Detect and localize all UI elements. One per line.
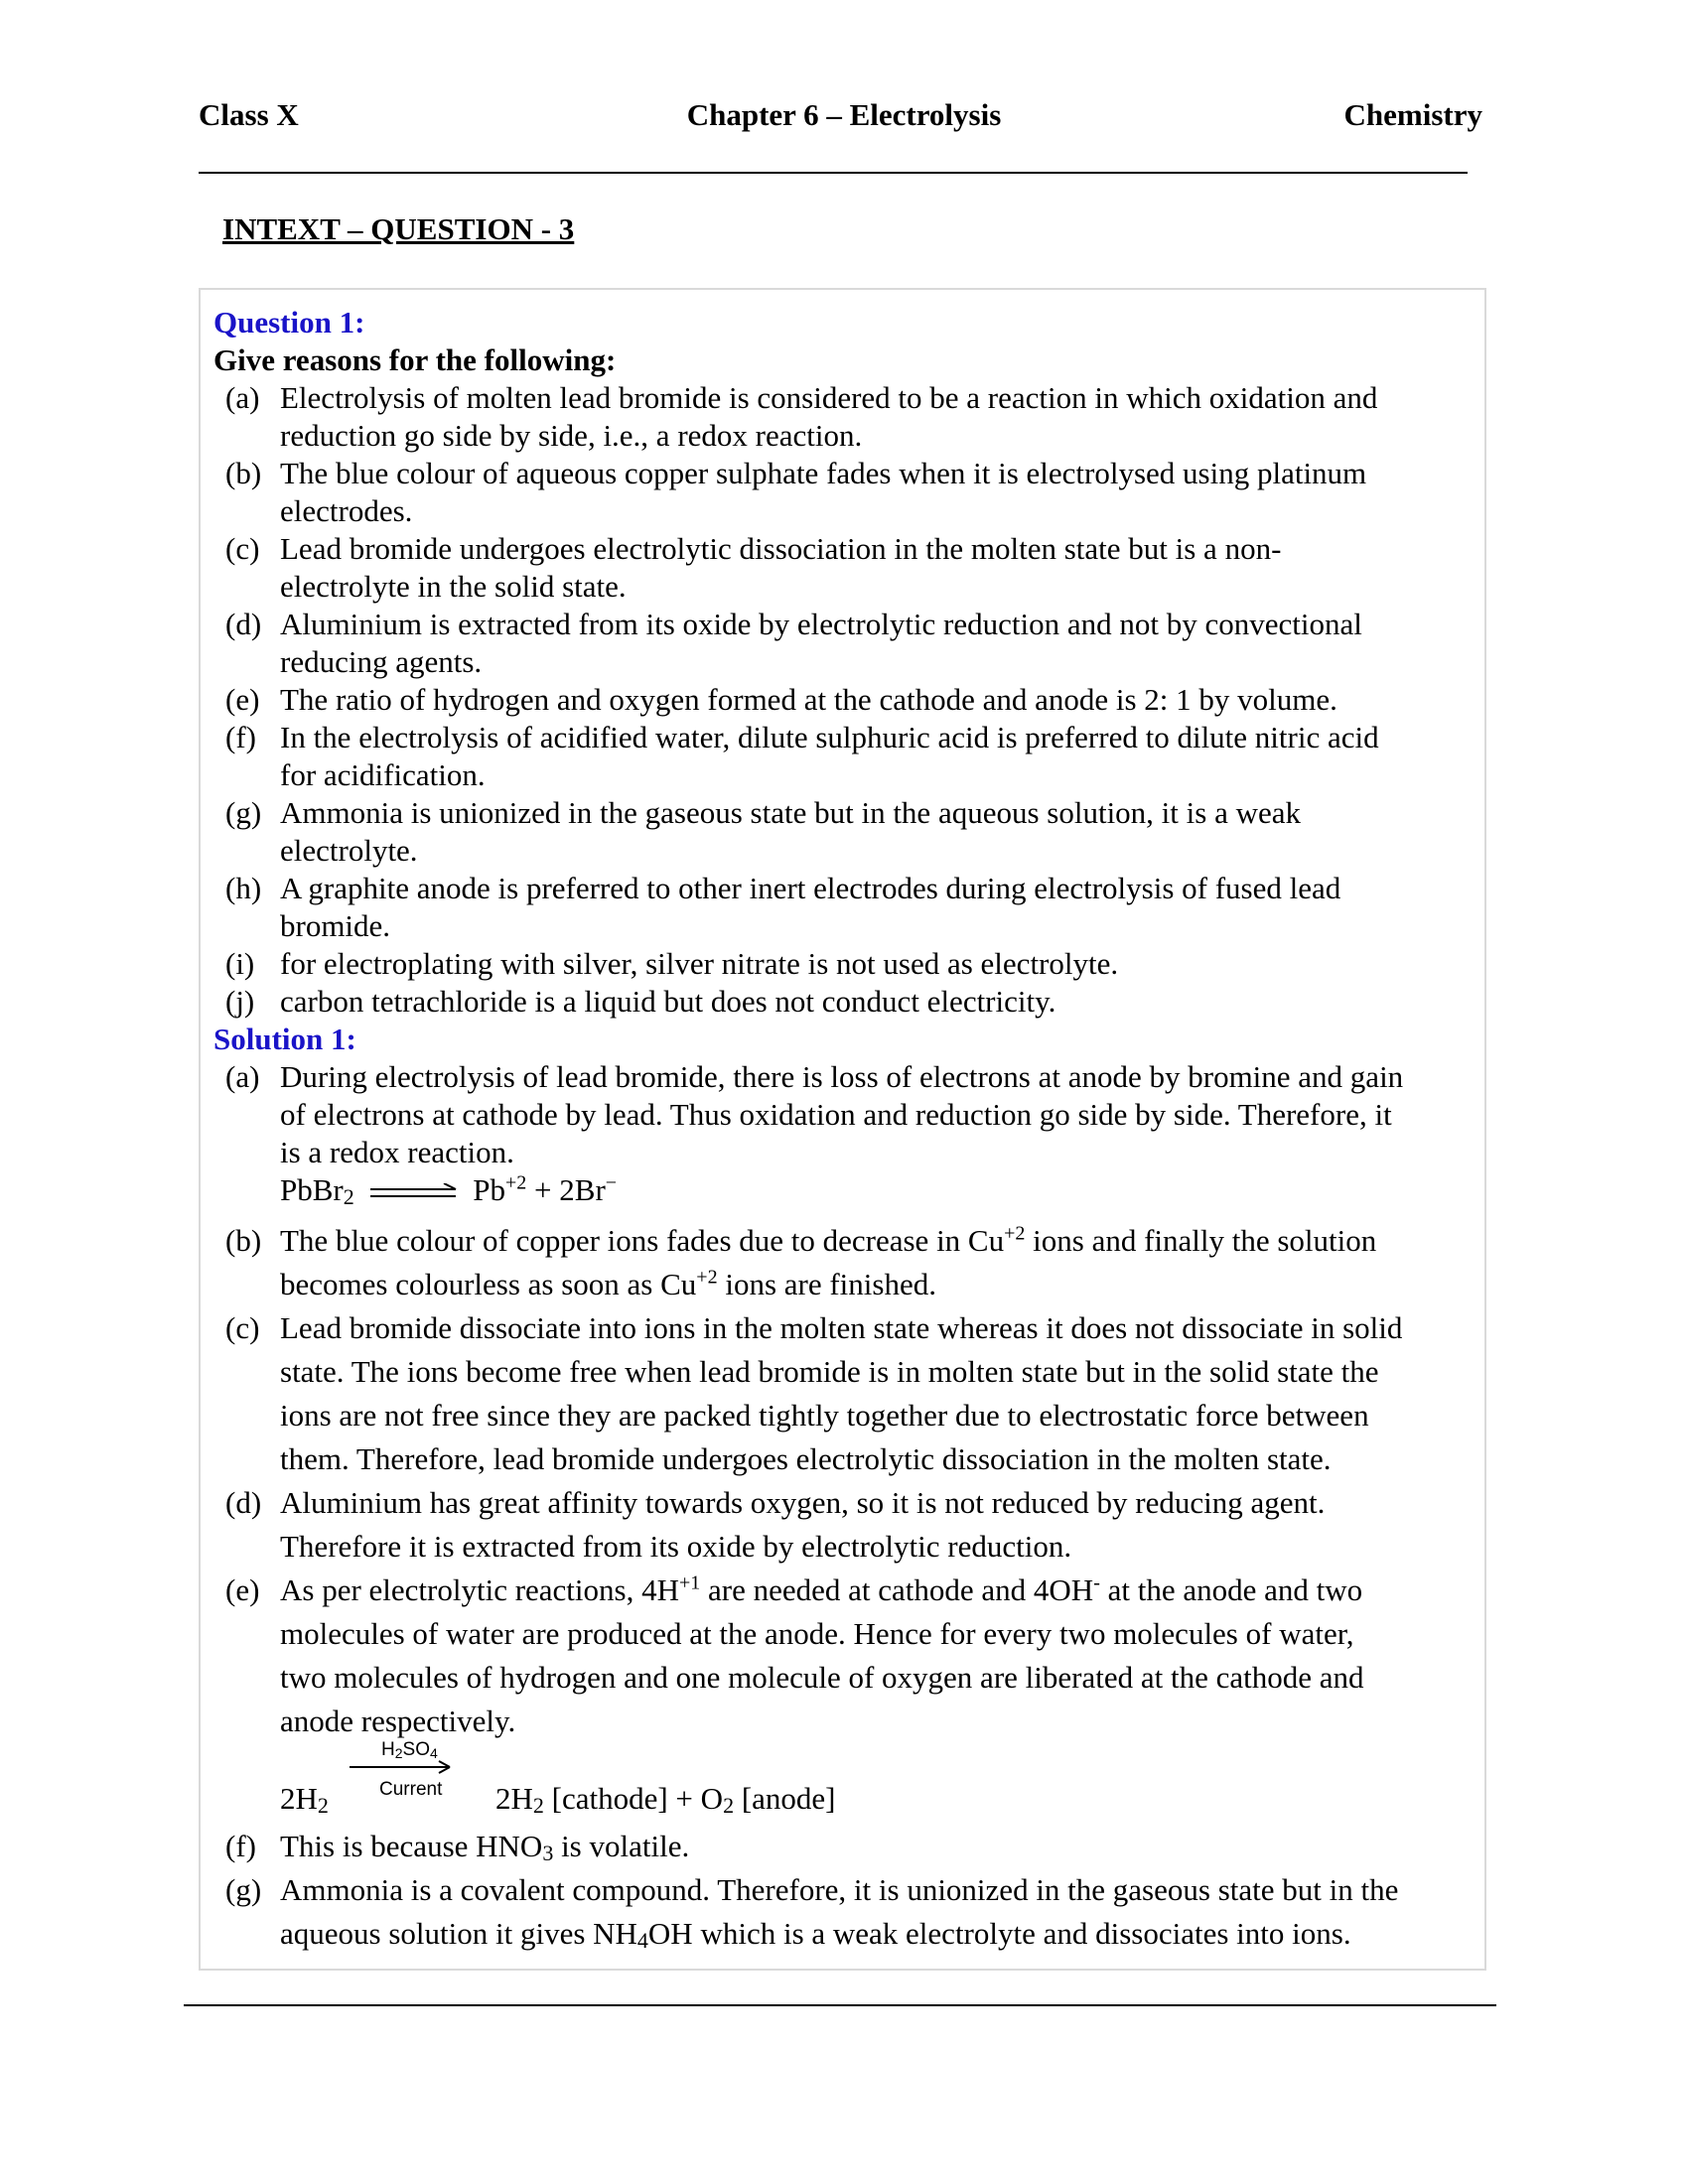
question-item-b [213, 455, 1479, 530]
superscript: - [1093, 1571, 1100, 1594]
footer-divider [184, 2004, 1496, 2006]
text-run: aqueous solution it gives NH [280, 1916, 637, 1951]
item-marker: (a) [225, 380, 260, 415]
subscript: 2 [723, 1793, 735, 1818]
question-item-a [213, 379, 1479, 455]
superscript: +2 [696, 1266, 718, 1289]
item-marker: (a) [225, 1059, 260, 1094]
eq-reactant: PbBr [280, 1172, 344, 1207]
item-marker: (e) [225, 682, 260, 717]
item-line [280, 1569, 1479, 1612]
item-line: electrodes. [280, 493, 413, 528]
solution-item-f [213, 1825, 1479, 1868]
solution-item-c [213, 1306, 1479, 1481]
content [213, 304, 1479, 1956]
question-item-f [213, 719, 1479, 794]
superscript: +2 [1004, 1222, 1026, 1245]
item-line [280, 1263, 1479, 1306]
item-line: Lead bromide dissociate into ions in the molten state whereas it does not dissociate in solid [280, 1310, 1403, 1345]
item-marker: (h) [225, 871, 262, 905]
item-line: electrolyte. [280, 833, 418, 868]
solution-item-d [213, 1481, 1479, 1569]
text-run: 2H [280, 1781, 318, 1816]
item-line: reduction go side by side, i.e., a redox reaction. [280, 418, 863, 453]
question-instruction: Give reasons for the following: [213, 342, 617, 377]
header-divider [199, 172, 1468, 174]
item-line: electrolyte in the solid state. [280, 569, 627, 604]
item-marker: (i) [225, 946, 255, 981]
item-line: anode respectively. [280, 1704, 516, 1738]
equation-water [280, 1739, 1479, 1825]
solution-item-g [213, 1868, 1479, 1956]
item-marker: (c) [225, 531, 260, 566]
item-marker: (f) [225, 1829, 256, 1863]
subscript: 4 [636, 1928, 648, 1953]
text-run: As per electrolytic reactions, 4H [280, 1572, 679, 1607]
item-line: Electrolysis of molten lead bromide is considered to be a reaction in which oxidation and [280, 380, 1378, 415]
reaction-arrow-icon [350, 1759, 453, 1775]
eq-condition: Current [379, 1779, 443, 1800]
item-line: During electrolysis of lead bromide, there is loss of electrons at anode by bromine and gain [280, 1059, 1404, 1094]
text-run: are needed at cathode and 4OH [700, 1572, 1094, 1607]
item-line: In the electrolysis of acidified water, dilute sulphuric acid is preferred to dilute nitric acid [280, 720, 1379, 754]
subscript: 2 [317, 1793, 329, 1818]
header-class: Class X [199, 97, 299, 132]
text-run: ions and finally the solution [1025, 1223, 1377, 1258]
solution-item-a [213, 1058, 1479, 1171]
header-chapter: Chapter 6 – Electrolysis [686, 97, 1002, 132]
item-line: ions are not free since they are packed tightly together due to electrostatic force between [280, 1398, 1369, 1433]
text-run: is volatile. [553, 1829, 690, 1863]
item-line: for electroplating with silver, silver nitrate is not used as electrolyte. [280, 946, 1119, 981]
text-run: The blue colour of copper ions fades due to decrease in Cu [280, 1223, 1005, 1258]
text-run: at the anode and two [1099, 1572, 1363, 1607]
item-marker: (j) [225, 984, 255, 1019]
solution-list [213, 1058, 1479, 1956]
eq-product-sup: +2 [505, 1171, 527, 1194]
item-marker: (f) [225, 720, 256, 754]
subscript: 2 [532, 1793, 544, 1818]
question-item-i [213, 945, 1479, 983]
eq-rest: + 2Br [534, 1172, 606, 1207]
item-line: Lead bromide undergoes electrolytic dissociation in the molten state but is a non- [280, 531, 1282, 566]
subscript: 3 [542, 1841, 554, 1865]
item-line: is a redox reaction. [280, 1135, 514, 1169]
item-marker: (e) [225, 1572, 260, 1607]
eq-catalyst [381, 1739, 438, 1761]
superscript: +1 [679, 1571, 701, 1594]
section-title: INTEXT – QUESTION - 3 [222, 211, 575, 246]
solution-item-b [213, 1219, 1479, 1306]
text-run: This is because HNO [280, 1829, 543, 1863]
question-item-d [213, 606, 1479, 681]
item-line: for acidification. [280, 757, 486, 792]
eq-reactant [280, 1781, 329, 1817]
subscript: 2 [394, 1745, 403, 1761]
equilibrium-arrow-icon [368, 1183, 460, 1203]
item-marker: (g) [225, 795, 262, 830]
item-marker: (d) [225, 607, 262, 641]
item-marker: (b) [225, 1223, 262, 1258]
question-list [213, 379, 1479, 1021]
item-line: Aluminium is extracted from its oxide by electrolytic reduction and not by convectional [280, 607, 1362, 641]
item-marker: (d) [225, 1485, 262, 1520]
item-line: Aluminium has great affinity towards oxygen, so it is not reduced by reducing agent. [280, 1485, 1326, 1520]
item-line: state. The ions become free when lead bromide is in molten state but in the solid state the [280, 1354, 1379, 1389]
item-line [280, 1219, 1479, 1263]
text-run: ions are finished. [717, 1267, 936, 1301]
question-item-g [213, 794, 1479, 870]
item-line: The blue colour of aqueous copper sulphate fades when it is electrolysed using platinum [280, 456, 1367, 490]
item-line: of electrons at cathode by lead. Thus oxidation and reduction go side by side. Therefore, it [280, 1097, 1392, 1132]
item-marker: (g) [225, 1872, 262, 1907]
solution-item-e [213, 1569, 1479, 1743]
item-line: A graphite anode is preferred to other inert electrodes during electrolysis of fused lead [280, 871, 1341, 905]
text-run: SO [402, 1739, 430, 1760]
item-line: Ammonia is a covalent compound. Therefore, it is unionized in the gaseous state but in the [280, 1872, 1399, 1907]
item-marker: (c) [225, 1310, 260, 1345]
item-line: them. Therefore, lead bromide undergoes electrolytic dissociation in the molten state. [280, 1441, 1332, 1476]
item-marker: (b) [225, 456, 262, 490]
eq-rest-sup: − [605, 1171, 618, 1194]
item-line: carbon tetrachloride is a liquid but does not conduct electricity. [280, 984, 1056, 1019]
subscript: 4 [429, 1745, 438, 1761]
item-line: molecules of water are produced at the anode. Hence for every two molecules of water, [280, 1616, 1354, 1651]
question-item-j [213, 983, 1479, 1021]
item-line: Therefore it is extracted from its oxide by electrolytic reduction. [280, 1529, 1072, 1564]
item-line: Ammonia is unionized in the gaseous state but in the aqueous solution, it is a weak [280, 795, 1301, 830]
eq-products [495, 1781, 835, 1817]
question-label: Question 1: [213, 305, 365, 340]
text-run: 2H [495, 1781, 533, 1816]
text-run: OH which is a weak electrolyte and dissociates into ions. [647, 1916, 1351, 1951]
question-item-e [213, 681, 1479, 719]
item-line: two molecules of hydrogen and one molecule of oxygen are liberated at the cathode and [280, 1660, 1364, 1695]
item-line: The ratio of hydrogen and oxygen formed at the cathode and anode is 2: 1 by volume. [280, 682, 1337, 717]
question-item-c [213, 530, 1479, 606]
item-line [280, 1825, 1479, 1868]
question-item-h [213, 870, 1479, 945]
item-line: reducing agents. [280, 644, 483, 679]
solution-label: Solution 1: [213, 1022, 356, 1056]
item-line: bromide. [280, 908, 391, 943]
eq-reactant-sub: 2 [343, 1184, 354, 1209]
equation-pbbr2 [280, 1171, 1479, 1209]
text-run: becomes colourless as soon as Cu [280, 1267, 697, 1301]
text-run: [cathode] + O [543, 1781, 724, 1816]
item-line [280, 1912, 1479, 1956]
eq-product: Pb [473, 1172, 505, 1207]
text-run: [anode] [734, 1781, 836, 1816]
text-run: H [381, 1739, 395, 1760]
header-subject: Chemistry [1343, 97, 1482, 132]
